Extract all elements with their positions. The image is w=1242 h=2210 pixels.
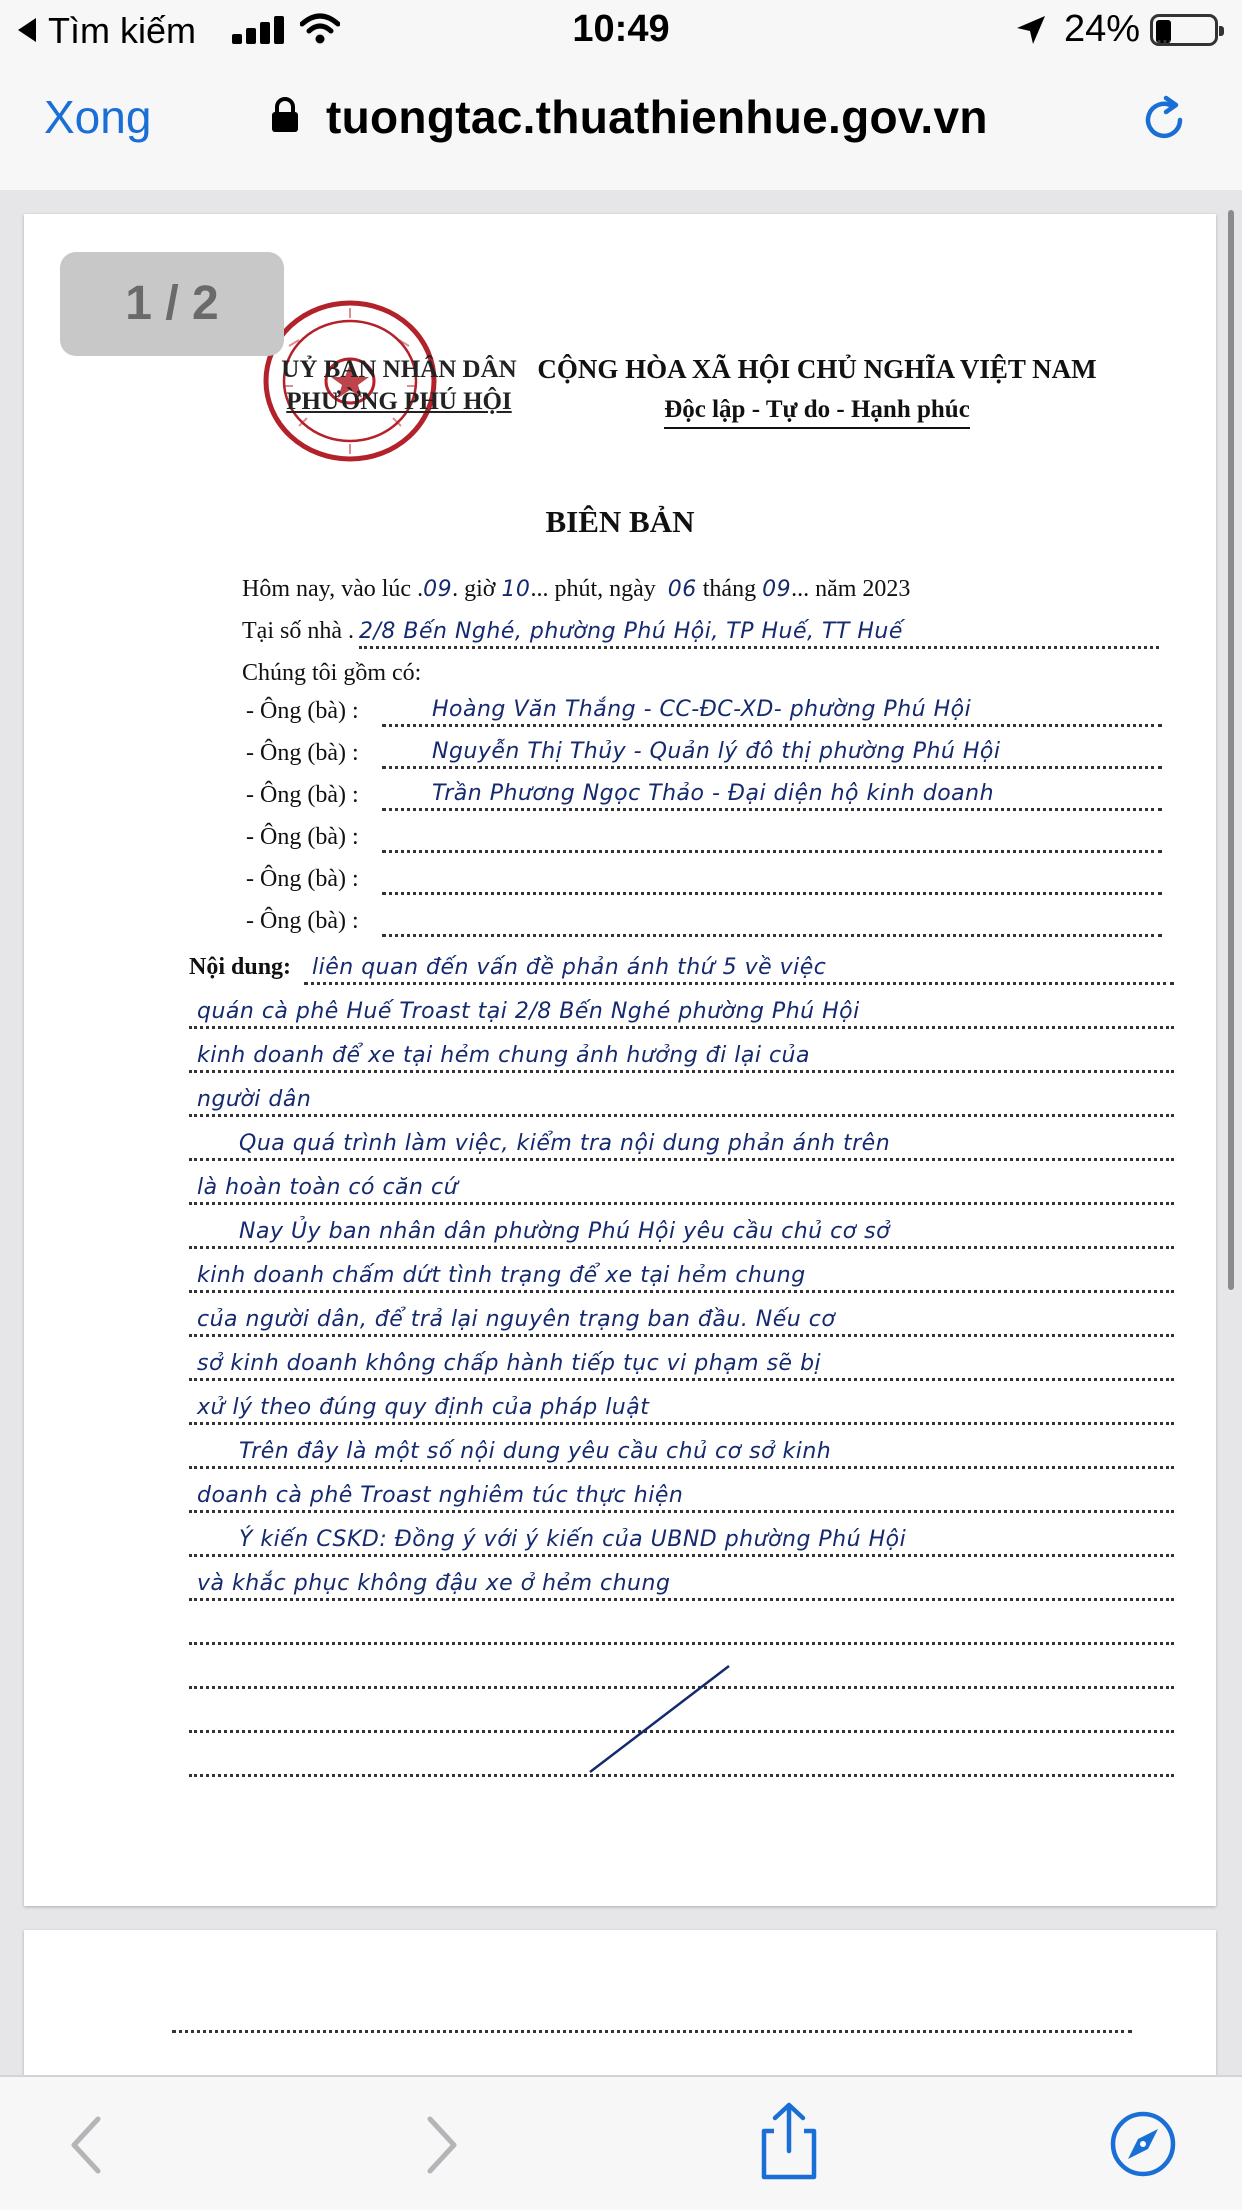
url-text: tuongtac.thuathienhue.gov.vn [326,91,988,143]
bottom-toolbar [0,2075,1242,2210]
content-line-text: doanh cà phê Troast nghiêm túc thực hiện [197,1483,684,1508]
content-line [189,1262,1174,1293]
content-line-text: kinh doanh chấm dứt tình trạng để xe tại hẻm chung [197,1263,806,1288]
document-title: BIÊN BẢN [545,504,695,539]
hour-value: 09 [423,577,453,602]
content-line [189,1130,1174,1161]
url-display[interactable] [270,90,988,144]
month-value: 09 [762,577,792,602]
done-button[interactable]: Xong [44,91,152,143]
member-label: - Ông (bà) : [246,698,359,724]
member-field [382,698,1162,727]
issuing-authority [254,354,544,418]
share-icon[interactable] [756,2101,822,2181]
minute-value: 10 [501,577,531,602]
content-line-text: và khắc phục không đậu xe ở hẻm chung [197,1571,671,1596]
time-line: Hôm nay, vào lúc .09. giờ 10... phút, ngày 06 tháng 09... năm 2023 [242,576,911,602]
content-label: Nội dung: [189,954,292,980]
back-label: Tìm kiếm [48,10,196,51]
page-counter: 1 / 2 [60,252,284,356]
content-line-text: sở kinh doanh không chấp hành tiếp tục vi phạm sẽ bị [197,1351,822,1376]
pdf-viewer[interactable] [0,190,1242,2075]
content-line-text: liên quan đến vấn đề phản ánh thứ 5 về việc [312,955,827,980]
content-line-text: quán cà phê Huế Troast tại 2/8 Bến Nghé phường Phú Hội [197,999,860,1024]
member-label: - Ông (bà) : [246,866,359,892]
content-line [189,1042,1174,1073]
member-label: - Ông (bà) : [246,908,359,934]
clock: 10:49 [572,8,670,50]
day-value: 06 [667,577,697,602]
location-arrow-icon [1015,14,1047,46]
safari-compass-icon[interactable] [1108,2109,1178,2179]
content-line [189,1482,1174,1513]
content-line [189,1350,1174,1381]
content-line [189,1218,1174,1249]
content-line [304,954,1174,985]
page-2-dotted-line [172,2030,1132,2033]
member-value: Nguyễn Thị Thủy - Quản lý đô thị phường Phú Hội [432,739,1001,764]
content-line-text: người dân [197,1087,312,1112]
member-label: - Ông (bà) : [246,824,359,850]
reload-icon[interactable] [1136,92,1192,148]
address-value: 2/8 Bến Nghé, phường Phú Hội, TP Huế, TT Huế [359,619,903,644]
member-label: - Ông (bà) : [246,740,359,766]
member-field [382,866,1162,895]
member-field [382,740,1162,769]
scrollbar[interactable] [1228,210,1234,1290]
content-line-text: Trên đây là một số nội dung yêu cầu chủ cơ sở kinh [239,1439,832,1464]
browser-nav-bar [0,62,1242,192]
content-line [189,1086,1174,1117]
member-value: Hoàng Văn Thắng - CC-ĐC-XD- phường Phú Hội [432,697,972,722]
content-line [189,1570,1174,1601]
member-field [382,824,1162,853]
content-line-text: xử lý theo đúng quy định của pháp luật [197,1395,650,1420]
content-line-text: Qua quá trình làm việc, kiểm tra nội dung phản ánh trên [239,1131,891,1156]
issuer-line-2: PHƯỜNG PHÚ HỘI [286,388,512,415]
document-page-1 [24,214,1216,1906]
issuer-line-1: UỶ BAN NHÂN DÂN [281,356,517,383]
content-line-text: của người dân, để trả lại nguyên trạng ban đầu. Nếu cơ [197,1307,836,1332]
member-value: Trần Phương Ngọc Thảo - Đại diện hộ kinh doanh [432,781,995,806]
member-field [382,782,1162,811]
address-field [359,618,1159,649]
battery-percent: 24% [1064,8,1141,50]
address-label: Tại số nhà . [242,618,354,644]
lock-icon [270,96,300,134]
national-title: CỘNG HÒA XÃ HỘI CHỦ NGHĨA VIỆT NAM [537,354,1097,384]
content-line [189,1306,1174,1337]
content-line [189,1438,1174,1469]
member-label: - Ông (bà) : [246,782,359,808]
members-label: Chúng tôi gồm có: [242,660,422,686]
document-page-2 [24,1930,1216,2075]
content-line-text: Ý kiến CSKD: Đồng ý với ý kiến của UBND phường Phú Hội [239,1527,907,1552]
national-motto: Độc lập - Tự do - Hạnh phúc [532,396,1102,424]
content-line [189,998,1174,1029]
content-line-text: là hoàn toàn có căn cứ [197,1175,459,1200]
content-line-text: Nay Ủy ban nhân dân phường Phú Hội yêu cầu chủ cơ sở [239,1219,891,1244]
forward-chevron-icon[interactable] [422,2113,462,2177]
content-line [189,1174,1174,1205]
battery-icon [1150,14,1218,46]
content-line [189,1526,1174,1557]
status-bar [0,0,1242,62]
content-line-text: kinh doanh để xe tại hẻm chung ảnh hưởng đi lại của [197,1043,810,1068]
back-chevron-icon[interactable] [66,2113,106,2177]
content-line [189,1394,1174,1425]
member-field [382,908,1162,937]
void-strike-line [584,1664,734,1774]
content-line [189,1614,1174,1645]
